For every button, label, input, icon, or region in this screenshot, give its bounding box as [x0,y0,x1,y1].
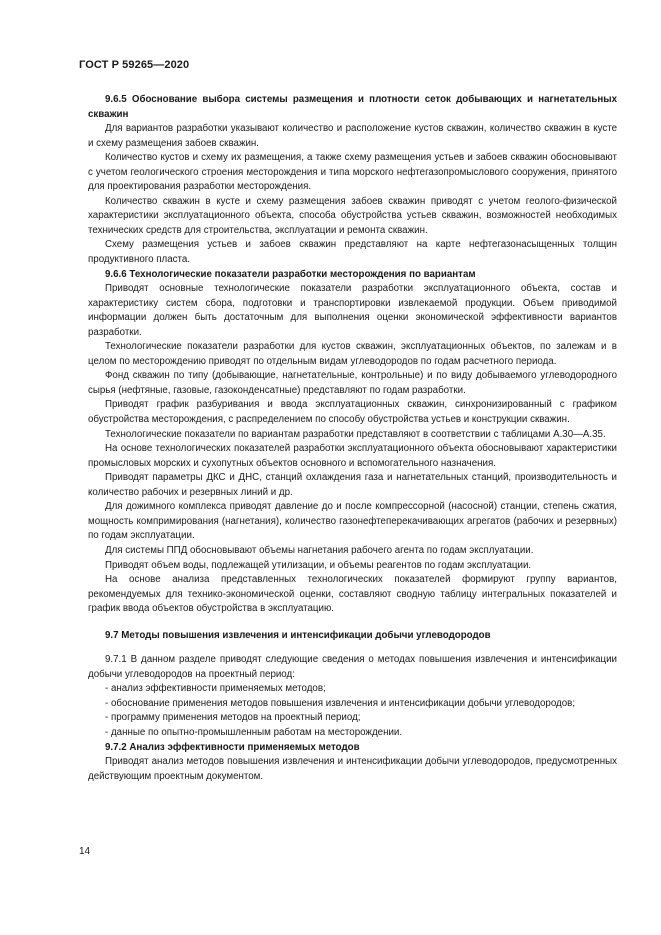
standard-header: ГОСТ Р 59265—2020 [79,59,190,71]
paragraph: Количество кустов и схему их размещения, а также схему размещения устьев и забоев скважин обосновывают с учетом геологического строения месторождения и типа морского нефтегазопромыслового сооружения, принятого для проектирования разработки месторождения. [88,152,617,193]
paragraph: Для дожимного комплекса приводят давление до и после компрессорной (насосной) станции, степень сжатия, мощность компримирования (нагнетания), количество газонефтеперекачивающих агрегатов (рабочих и резервных) по годам эксплуатации. [88,501,617,542]
paragraph: Технологические показатели разработки для кустов скважин, эксплуатационных объектов, по залежам и в целом по месторождению приводят по отдельным видам углеводородов по годам расчетного периода. [88,341,617,367]
paragraph: Приводят основные технологические показатели разработки эксплуатационного объекта, состав и характеристику систем сбора, подготовки и транспортировки извлекаемой продукции. Объем приводимой информации должен быть достаточным для выполнения оценки экономической эффективности вариантов разработки. [88,283,617,338]
paragraph: Для системы ППД обосновывают объемы нагнетания рабочего агента по годам эксплуатации. [105,544,534,556]
list-item: - обоснование применения методов повышения извлечения и интенсификации добычи углеводородов; [105,697,576,709]
paragraph: Для вариантов разработки указывают количество и расположение кустов скважин, количество скважин в кусте и схему размещения забоев скважин. [88,123,617,149]
paragraph: Приводят объем воды, подлежащей утилизации, и объемы реагентов по годам эксплуатации. [105,559,532,571]
paragraph: Приводят анализ методов повышения извлечения и интенсификации добычи углеводородов, предусмотренных действующим проектным документом. [88,756,617,782]
paragraph: 9.7.1 В данном разделе приводят следующие сведения о методах повышения извлечения и интенсификации добычи углеводородов на проектный период: [88,654,617,680]
page-number: 14 [79,846,91,857]
paragraph: Технологические показатели по вариантам разработки представляют в соответствии с таблицами А.30—А.35. [105,428,606,440]
section-heading-9-7: 9.7 Методы повышения извлечения и интенсификации добычи углеводородов [105,629,491,641]
paragraph: На основе анализа представленных технологических показателей формируют группу вариантов, рекомендуемых для технико-экономической оценки, составляют сводную таблицу интегральных показателей и график ввода объектов обустройства в эксплуатацию. [88,574,617,615]
section-heading-9-7-2: 9.7.2 Анализ эффективности применяемых методов [105,741,360,753]
paragraph: Приводят график разбуривания и ввода эксплуатационных скважин, синхронизированный с графиком обустройства месторождения, с распределением по способу обустройства устьев и конструкции скважин. [88,399,617,426]
list-item: - анализ эффективности применяемых методов; [105,683,326,695]
paragraph: На основе технологических показателей разработки эксплуатационного объекта обосновывают характеристики промысловых морских и сухопутных объектов основного и вспомогательного назначения. [88,443,617,469]
list-item: - данные по опытно-промышленным работам на месторождении. [105,726,403,738]
paragraph: Приводят параметры ДКС и ДНС, станций охлаждения газа и нагнетательных станций, производительность и количество рабочих и резервных линий и др. [88,472,617,498]
section-heading-9-6-5: 9.6.5 Обоснование выбора системы размещения и плотности сеток добывающих и нагнетательных скважин [88,94,617,120]
section-heading-9-6-6: 9.6.6 Технологические показатели разработки месторождения по вариантам [105,268,476,280]
paragraph: Фонд скважин по типу (добывающие, нагнетательные, контрольные) и по виду добываемого углеводородного сырья (нефтяные, газовые, газоконденсатные) представляют по годам разработки. [88,370,617,396]
paragraph: Количество скважин в кусте и схему размещения забоев скважин приводят с учетом геолого-физической характеристики эксплуатационного объекта, способа обустройства устьев скважин, возможностей необходимых технических средств для строительства, эксплуатации и ремонта скважин. [88,195,617,236]
paragraph: Схему размещения устьев и забоев скважин представляют на карте нефтегазонасыщенных толщин продуктивного пласта. [88,239,617,266]
document-body [88,93,617,784]
list-item: - программу применения методов на проектный период; [105,712,361,724]
